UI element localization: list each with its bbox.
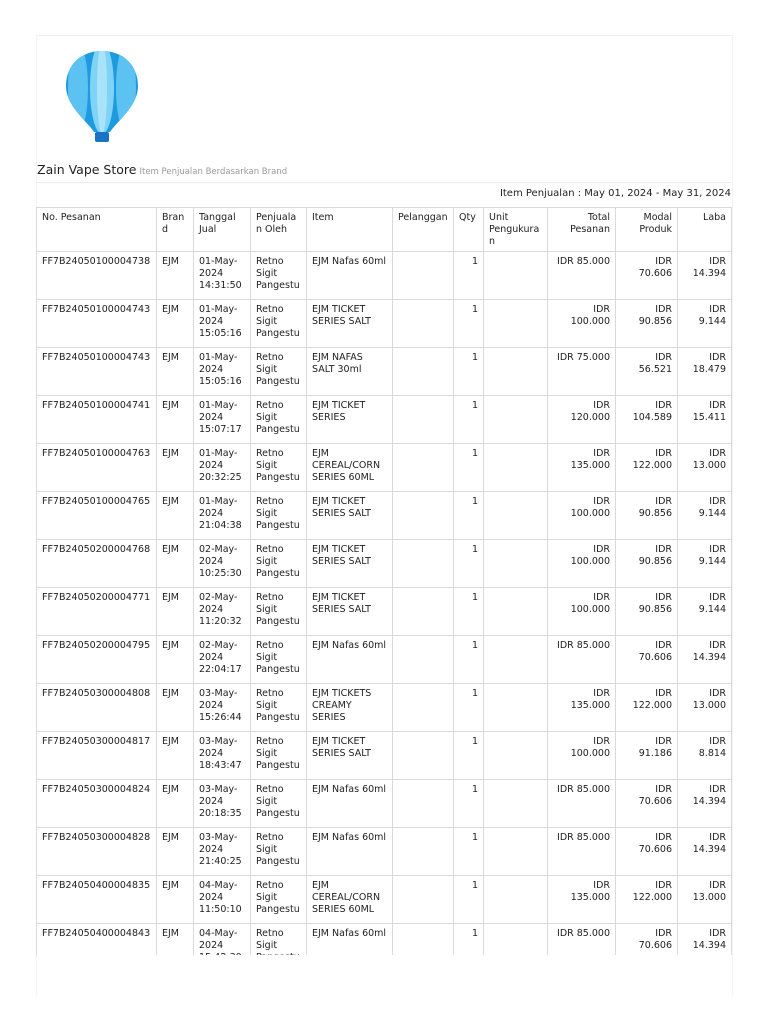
item-cell: EJM TICKET SERIES SALT [307,588,393,636]
report-period: Item Penjualan : May 01, 2024 - May 31, 2024 [499,188,731,199]
seller-cell: Retno Sigit Pangestu [251,396,307,444]
item-cell: EJM TICKETS CREAMY SERIES [307,684,393,732]
sale-date-cell: 01-May-2024 15:07:17 [194,396,251,444]
qty-cell: 1 [454,396,484,444]
item-cell: EJM CEREAL/CORN SERIES 60ML [307,444,393,492]
header-divider [36,182,731,183]
page-title [37,162,287,177]
item-cell: EJM TICKET SERIES SALT [307,492,393,540]
qty-cell: 1 [454,444,484,492]
table-row [37,252,732,300]
qty-cell: 1 [454,588,484,636]
unit-cell [484,876,548,924]
brand-cell: EJM [157,684,194,732]
total-cell: IDR 100.000 [548,540,616,588]
seller-cell: Retno Sigit Pangestu [251,444,307,492]
total-cell: IDR 100.000 [548,300,616,348]
col-header-item: Item [307,208,393,252]
order-number-cell: FF7B24050100004743 [37,348,157,396]
customer-cell [393,828,454,876]
customer-cell [393,348,454,396]
laba-cell: IDR 14.394 [678,924,732,972]
table-row [37,780,732,828]
item-cell: EJM CEREAL/CORN SERIES 60ML [307,876,393,924]
modal-cell: IDR 70.606 [616,924,678,972]
table-row [37,348,732,396]
customer-cell [393,540,454,588]
report-subtitle: Item Penjualan Berdasarkan Brand [139,167,288,177]
total-cell: IDR 85.000 [548,828,616,876]
total-cell: IDR 85.000 [548,780,616,828]
col-header-brand: Brand [157,208,194,252]
laba-cell: IDR 13.000 [678,876,732,924]
qty-cell: 1 [454,732,484,780]
page-bottom-margin [36,955,733,995]
laba-cell: IDR 18.479 [678,348,732,396]
sale-date-cell: 02-May-2024 11:20:32 [194,588,251,636]
brand-cell: EJM [157,828,194,876]
table-row [37,828,732,876]
brand-cell: EJM [157,492,194,540]
col-header-laba: Laba [678,208,732,252]
customer-cell [393,876,454,924]
seller-cell: Retno Sigit Pangestu [251,492,307,540]
seller-cell: Retno Sigit Pangestu [251,828,307,876]
col-header-unit-pengukuran: Unit Pengukuran [484,208,548,252]
total-cell: IDR 135.000 [548,684,616,732]
laba-cell: IDR 14.394 [678,828,732,876]
modal-cell: IDR 70.606 [616,636,678,684]
qty-cell: 1 [454,924,484,972]
sale-date-cell: 03-May-2024 21:40:25 [194,828,251,876]
order-number-cell: FF7B24050300004828 [37,828,157,876]
seller-cell: Retno Sigit Pangestu [251,780,307,828]
col-header-modal-produk: Modal Produk [616,208,678,252]
unit-cell [484,348,548,396]
table-row [37,876,732,924]
brand-cell: EJM [157,780,194,828]
sale-date-cell: 02-May-2024 22:04:17 [194,636,251,684]
laba-cell: IDR 13.000 [678,444,732,492]
col-header-no-pesanan: No. Pesanan [37,208,157,252]
modal-cell: IDR 122.000 [616,684,678,732]
total-cell: IDR 135.000 [548,444,616,492]
sale-date-cell: 03-May-2024 18:43:47 [194,732,251,780]
seller-cell: Retno Sigit [251,924,307,972]
item-cell: EJM NAFAS SALT 30ml [307,348,393,396]
order-number-cell: FF7B24050200004795 [37,636,157,684]
qty-cell: 1 [454,828,484,876]
total-cell: IDR 120.000 [548,396,616,444]
laba-cell: IDR 8.814 [678,732,732,780]
modal-cell: IDR 90.856 [616,588,678,636]
table-header-row [37,208,732,252]
unit-cell [484,492,548,540]
item-cell: EJM TICKET SERIES SALT [307,540,393,588]
item-cell: EJM TICKET SERIES SALT [307,300,393,348]
brand-cell: EJM [157,444,194,492]
brand-cell: EJM [157,300,194,348]
total-cell: IDR 100.000 [548,732,616,780]
modal-cell: IDR 122.000 [616,876,678,924]
col-header-qty: Qty [454,208,484,252]
sale-date-cell: 01-May-2024 15:05:16 [194,300,251,348]
sale-date-cell: 01-May-2024 21:04:38 [194,492,251,540]
col-header-tanggal-jual: Tanggal Jual [194,208,251,252]
customer-cell [393,780,454,828]
brand-cell: EJM [157,588,194,636]
modal-cell: IDR 104.589 [616,396,678,444]
total-cell: IDR 75.000 [548,348,616,396]
item-cell: EJM Nafas 60ml [307,780,393,828]
modal-cell: IDR 90.856 [616,492,678,540]
sales-table [36,207,732,972]
customer-cell [393,396,454,444]
unit-cell [484,252,548,300]
laba-cell: IDR 13.000 [678,684,732,732]
brand-cell: EJM [157,636,194,684]
unit-cell [484,636,548,684]
laba-cell: IDR 9.144 [678,492,732,540]
brand-cell: EJM [157,924,194,972]
order-number-cell: FF7B24050200004768 [37,540,157,588]
seller-cell: Retno Sigit Pangestu [251,252,307,300]
modal-cell: IDR 90.856 [616,540,678,588]
unit-cell [484,828,548,876]
sale-date-cell: 03-May-2024 15:26:44 [194,684,251,732]
unit-cell [484,684,548,732]
sale-date-cell: 04-May-2024 [194,924,251,972]
modal-cell: IDR 90.856 [616,300,678,348]
seller-cell: Retno Sigit Pangestu [251,732,307,780]
item-cell: EJM Nafas 60ml [307,252,393,300]
table-row [37,300,732,348]
seller-cell: Retno Sigit Pangestu [251,588,307,636]
qty-cell: 1 [454,876,484,924]
brand-cell: EJM [157,540,194,588]
sale-date-cell: 01-May-2024 20:32:25 [194,444,251,492]
seller-cell: Retno Sigit Pangestu [251,684,307,732]
order-number-cell: FF7B24050100004738 [37,252,157,300]
modal-cell: IDR 70.606 [616,780,678,828]
item-cell: EJM Nafas 60ml [307,924,393,972]
brand-cell: EJM [157,252,194,300]
order-number-cell: FF7B24050400004835 [37,876,157,924]
item-cell: EJM TICKET SERIES [307,396,393,444]
seller-cell: Retno Sigit Pangestu [251,636,307,684]
customer-cell [393,732,454,780]
customer-cell [393,252,454,300]
customer-cell [393,300,454,348]
total-cell: IDR 85.000 [548,252,616,300]
brand-cell: EJM [157,348,194,396]
modal-cell: IDR 91.186 [616,732,678,780]
unit-cell [484,396,548,444]
unit-cell [484,588,548,636]
seller-cell: Retno Sigit Pangestu [251,540,307,588]
order-number-cell: FF7B24050200004771 [37,588,157,636]
laba-cell: IDR 14.394 [678,636,732,684]
modal-cell: IDR 70.606 [616,828,678,876]
modal-cell: IDR 70.606 [616,252,678,300]
total-cell: IDR 85.000 [548,924,616,972]
laba-cell: IDR 9.144 [678,540,732,588]
table-row [37,396,732,444]
table-row [37,492,732,540]
sale-date-cell: 01-May-2024 14:31:50 [194,252,251,300]
unit-cell [484,300,548,348]
order-number-cell: FF7B24050100004741 [37,396,157,444]
laba-cell: IDR 15.411 [678,396,732,444]
unit-cell [484,444,548,492]
brand-cell: EJM [157,732,194,780]
brand-cell: EJM [157,396,194,444]
seller-cell: Retno Sigit Pangestu [251,300,307,348]
qty-cell: 1 [454,780,484,828]
unit-cell [484,780,548,828]
table-row [37,588,732,636]
table-row [37,540,732,588]
customer-cell [393,588,454,636]
order-number-cell: FF7B24050100004743 [37,300,157,348]
laba-cell: IDR 14.394 [678,780,732,828]
total-cell: IDR 100.000 [548,492,616,540]
hot-air-balloon-icon [62,48,142,144]
sale-date-cell: 01-May-2024 15:05:16 [194,348,251,396]
total-cell: IDR 85.000 [548,636,616,684]
order-number-cell: FF7B24050100004763 [37,444,157,492]
qty-cell: 1 [454,348,484,396]
modal-cell: IDR 56.521 [616,348,678,396]
order-number-cell: FF7B24050400004843 [37,924,157,972]
unit-cell [484,732,548,780]
sale-date-cell: 04-May-2024 11:50:10 [194,876,251,924]
brand-cell: EJM [157,876,194,924]
qty-cell: 1 [454,540,484,588]
total-cell: IDR 100.000 [548,588,616,636]
modal-cell: IDR 122.000 [616,444,678,492]
item-cell: EJM Nafas 60ml [307,636,393,684]
unit-cell [484,540,548,588]
item-cell: EJM Nafas 60ml [307,828,393,876]
qty-cell: 1 [454,252,484,300]
qty-cell: 1 [454,492,484,540]
order-number-cell: FF7B24050300004808 [37,684,157,732]
store-name: Zain Vape Store [37,162,137,177]
col-header-pelanggan: Pelanggan [393,208,454,252]
table-row [37,444,732,492]
qty-cell: 1 [454,636,484,684]
customer-cell [393,684,454,732]
table-row [37,684,732,732]
customer-cell [393,492,454,540]
qty-cell: 1 [454,300,484,348]
qty-cell: 1 [454,684,484,732]
table-row [37,732,732,780]
seller-cell: Retno Sigit Pangestu [251,348,307,396]
seller-cell: Retno Sigit Pangestu [251,876,307,924]
col-header-penjualan-oleh: Penjualan Oleh [251,208,307,252]
laba-cell: IDR 9.144 [678,588,732,636]
order-number-cell: FF7B24050300004817 [37,732,157,780]
col-header-total-pesanan: Total Pesanan [548,208,616,252]
sale-date-cell: 02-May-2024 10:25:30 [194,540,251,588]
customer-cell [393,444,454,492]
order-number-cell: FF7B24050100004765 [37,492,157,540]
order-number-cell: FF7B24050300004824 [37,780,157,828]
total-cell: IDR 135.000 [548,876,616,924]
laba-cell: IDR 9.144 [678,300,732,348]
table-row [37,636,732,684]
sale-date-cell: 03-May-2024 20:18:35 [194,780,251,828]
laba-cell: IDR 14.394 [678,252,732,300]
customer-cell [393,636,454,684]
item-cell: EJM TICKET SERIES SALT [307,732,393,780]
